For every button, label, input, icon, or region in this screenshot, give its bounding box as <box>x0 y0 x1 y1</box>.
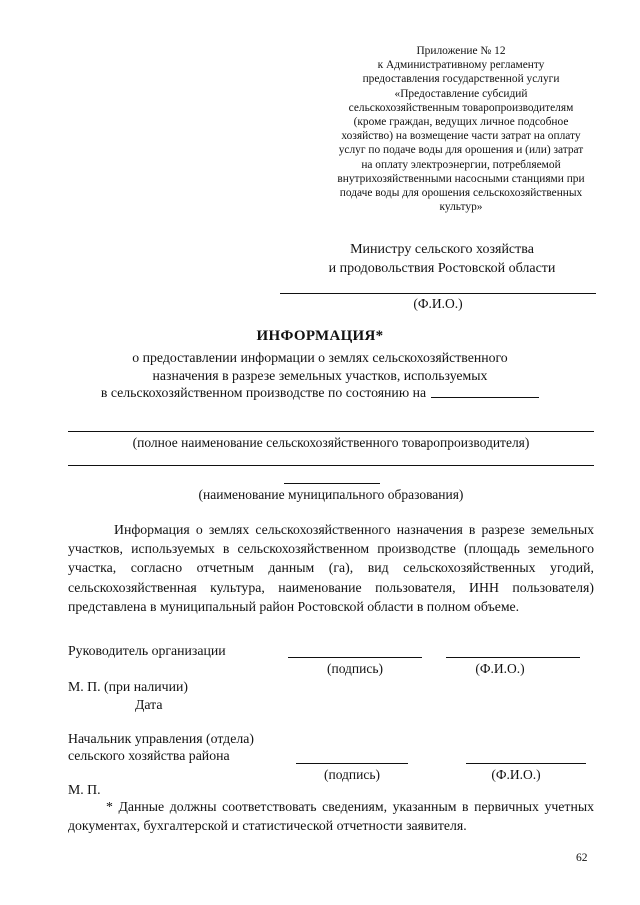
chief-signature-field[interactable] <box>296 763 408 764</box>
head-label: Руководитель организации <box>68 643 226 658</box>
appendix-line: к Административному регламенту <box>377 59 545 72</box>
appendix-line: внутрихозяйственными насосными станциями при <box>337 172 585 185</box>
municipality-caption: (наименование муниципального образования) <box>198 487 464 502</box>
chief-fio-caption: (Ф.И.О.) <box>491 767 541 782</box>
report-date-field[interactable] <box>431 397 539 398</box>
information-paragraph: Информация о землях сельскохозяйственного назначения в разрезе земельных участков, используемых в сельскохозяйственном производстве (площадь земельного участка, согласно отчетным данным (га), вид сельскохозяйственных угодий, сельскохозяйственная культура, наименование пользователя, ИНН пользователя) представлена в муниципальный район Ростовской области в полном объеме. <box>68 522 594 614</box>
addressee-fio-field[interactable] <box>280 293 596 294</box>
chief-label-line-1: Начальник управления (отдела) <box>68 731 254 746</box>
appendix-header <box>318 44 604 214</box>
document-title: ИНФОРМАЦИЯ* <box>256 328 384 344</box>
head-fio-field[interactable] <box>446 657 580 658</box>
head-signature-field[interactable] <box>288 657 422 658</box>
subtitle-line-3 <box>60 384 580 402</box>
addressee-fio-caption: (Ф.И.О.) <box>413 296 463 311</box>
appendix-line: хозяйство) на возмещение части затрат на оплату <box>341 130 581 143</box>
date-label: Дата <box>135 697 163 712</box>
head-signature-caption: (подпись) <box>326 661 384 676</box>
page-number: 62 <box>576 852 588 864</box>
subtitle-line-1: о предоставлении информации о землях сельскохозяйственного <box>132 350 508 365</box>
chief-fio-field[interactable] <box>466 763 586 764</box>
document-subtitle <box>60 349 580 402</box>
appendix-line: культур» <box>439 201 483 214</box>
appendix-line: предоставления государственной услуги <box>362 73 560 86</box>
addressee-block <box>300 240 584 278</box>
subtitle-line-3-text: в сельскохозяйственном производстве по состоянию на <box>100 385 427 400</box>
producer-name-caption: (полное наименование сельскохозяйственного товаропроизводителя) <box>132 435 530 450</box>
municipality-field[interactable] <box>284 483 380 484</box>
producer-name-field[interactable] <box>68 431 594 432</box>
appendix-line: услуг по подаче воды для орошения и (или) затрат <box>338 144 584 157</box>
chief-label-line-2: сельского хозяйства района <box>68 748 230 763</box>
addressee-line-2: и продовольствия Ростовской области <box>328 261 556 276</box>
subtitle-line-2: назначения в разрезе земельных участков, используемых <box>152 367 488 383</box>
appendix-line: на оплату электроэнергии, потребляемой <box>361 158 561 171</box>
appendix-line: сельскохозяйственным товаропроизводителям <box>348 101 574 114</box>
appendix-line: Приложение № 12 <box>416 45 506 57</box>
stamp-label-short: М. П. <box>68 782 101 797</box>
addressee-line-1: Министру сельского хозяйства <box>350 242 534 257</box>
appendix-line: (кроме граждан, ведущих личное подсобное <box>353 116 569 129</box>
footnote: * Данные должны соответствовать сведениям, указанным в первичных учетных документах, бухгалтерской и статистической отчетности заявителя. <box>68 799 594 834</box>
stamp-label: М. П. (при наличии) <box>68 679 188 694</box>
producer-name-field-line-2[interactable] <box>68 465 594 466</box>
chief-signature-caption: (подпись) <box>323 767 381 782</box>
appendix-line: «Предоставление субсидий <box>394 87 528 100</box>
appendix-line: подаче воды для орошения сельскохозяйственных <box>339 187 583 200</box>
head-fio-caption: (Ф.И.О.) <box>475 661 525 676</box>
